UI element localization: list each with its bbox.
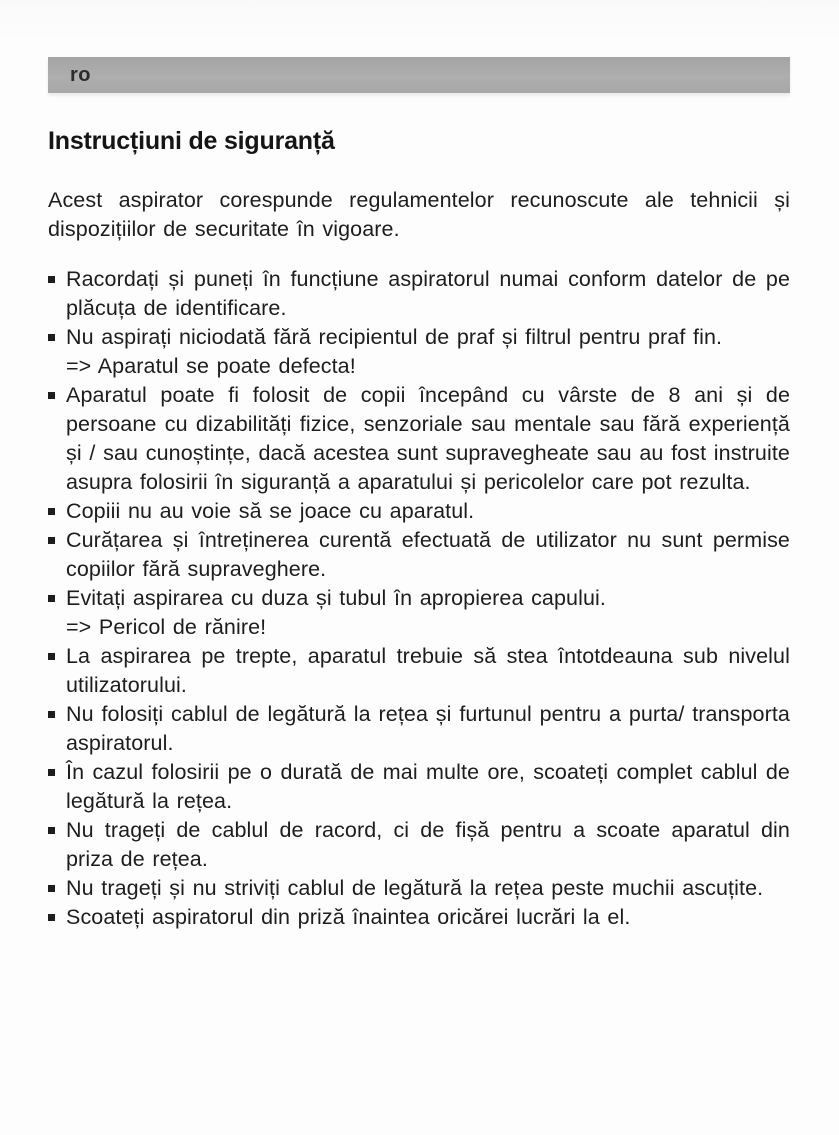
safety-bullet-item (48, 816, 790, 874)
bullet-square-icon (48, 537, 55, 544)
safety-bullet-item (48, 700, 790, 758)
safety-bullet-item (48, 642, 790, 700)
bullet-square-icon (48, 276, 55, 283)
safety-bullet-item (48, 265, 790, 323)
bullet-text: Nu folosiți cablul de legătură la rețea și furtunul pentru a purta/ transporta aspiratorul. (66, 702, 790, 755)
bullet-text: Racordați și puneți în funcțiune aspiratorul numai conform datelor de pe plăcuța de identificare. (66, 267, 790, 320)
bullet-text: Nu trageți și nu striviți cablul de legătură la rețea peste muchii ascuțite. (66, 876, 764, 900)
bullet-text: Curățarea și întreținerea curentă efectuată de utilizator nu sunt permise copiilor fără supraveghere. (66, 528, 790, 581)
bullet-text: Aparatul poate fi folosit de copii începând cu vârste de 8 ani și de persoane cu dizabilități fizice, senzoriale sau mentale sau fără experiență și / sau cunoștințe, dacă acestea sunt supravegheate sau au fost instruite asupra folosirii în siguranță a aparatului și pericolelor care pot rezulta. (66, 383, 790, 494)
bullet-square-icon (48, 653, 55, 660)
page-title: Instrucțiuni de siguranță (48, 127, 335, 155)
bullet-text: Nu trageți de cablul de racord, ci de fișă pentru a scoate aparatul din priza de rețea. (66, 818, 790, 871)
safety-bullet-item (48, 323, 790, 381)
bullet-square-icon (48, 595, 55, 602)
bullet-note: => Aparatul se poate defecta! (66, 354, 356, 378)
bullet-text: Evitați aspirarea cu duza și tubul în apropierea capului. (66, 586, 606, 610)
bullet-square-icon (48, 334, 55, 341)
intro-paragraph: Acest aspirator corespunde regulamentelor recunoscute ale tehnicii și dispozițiilor de securitate în vigoare. (48, 188, 790, 241)
language-header-bar (48, 57, 790, 93)
language-code-label: ro (70, 63, 91, 86)
bullet-text: Scoateți aspiratorul din priză înaintea oricărei lucrări la el. (66, 905, 631, 929)
bullet-square-icon (48, 711, 55, 718)
safety-bullet-item (48, 584, 790, 642)
safety-bullet-item (48, 381, 790, 497)
bullet-note: => Pericol de rănire! (66, 615, 267, 639)
bullet-square-icon (48, 392, 55, 399)
bullet-square-icon (48, 885, 55, 892)
bullet-text: Copiii nu au voie să se joace cu aparatul. (66, 499, 475, 523)
safety-bullet-item (48, 497, 790, 526)
bullet-text: În cazul folosirii pe o durată de mai multe ore, scoateți complet cablul de legătură la rețea. (66, 760, 790, 813)
safety-bullet-item (48, 903, 790, 932)
bullet-square-icon (48, 769, 55, 776)
bullet-text: La aspirarea pe trepte, aparatul trebuie să stea întotdeauna sub nivelul utilizatorului. (66, 644, 790, 697)
bullet-text: Nu aspirați niciodată fără recipientul de praf și filtrul pentru praf fin. (66, 325, 723, 349)
bullet-square-icon (48, 508, 55, 515)
safety-bullet-item (48, 874, 790, 903)
safety-bullet-item (48, 758, 790, 816)
bullet-square-icon (48, 827, 55, 834)
safety-bullet-list (48, 265, 790, 932)
bullet-square-icon (48, 914, 55, 921)
safety-bullet-item (48, 526, 790, 584)
